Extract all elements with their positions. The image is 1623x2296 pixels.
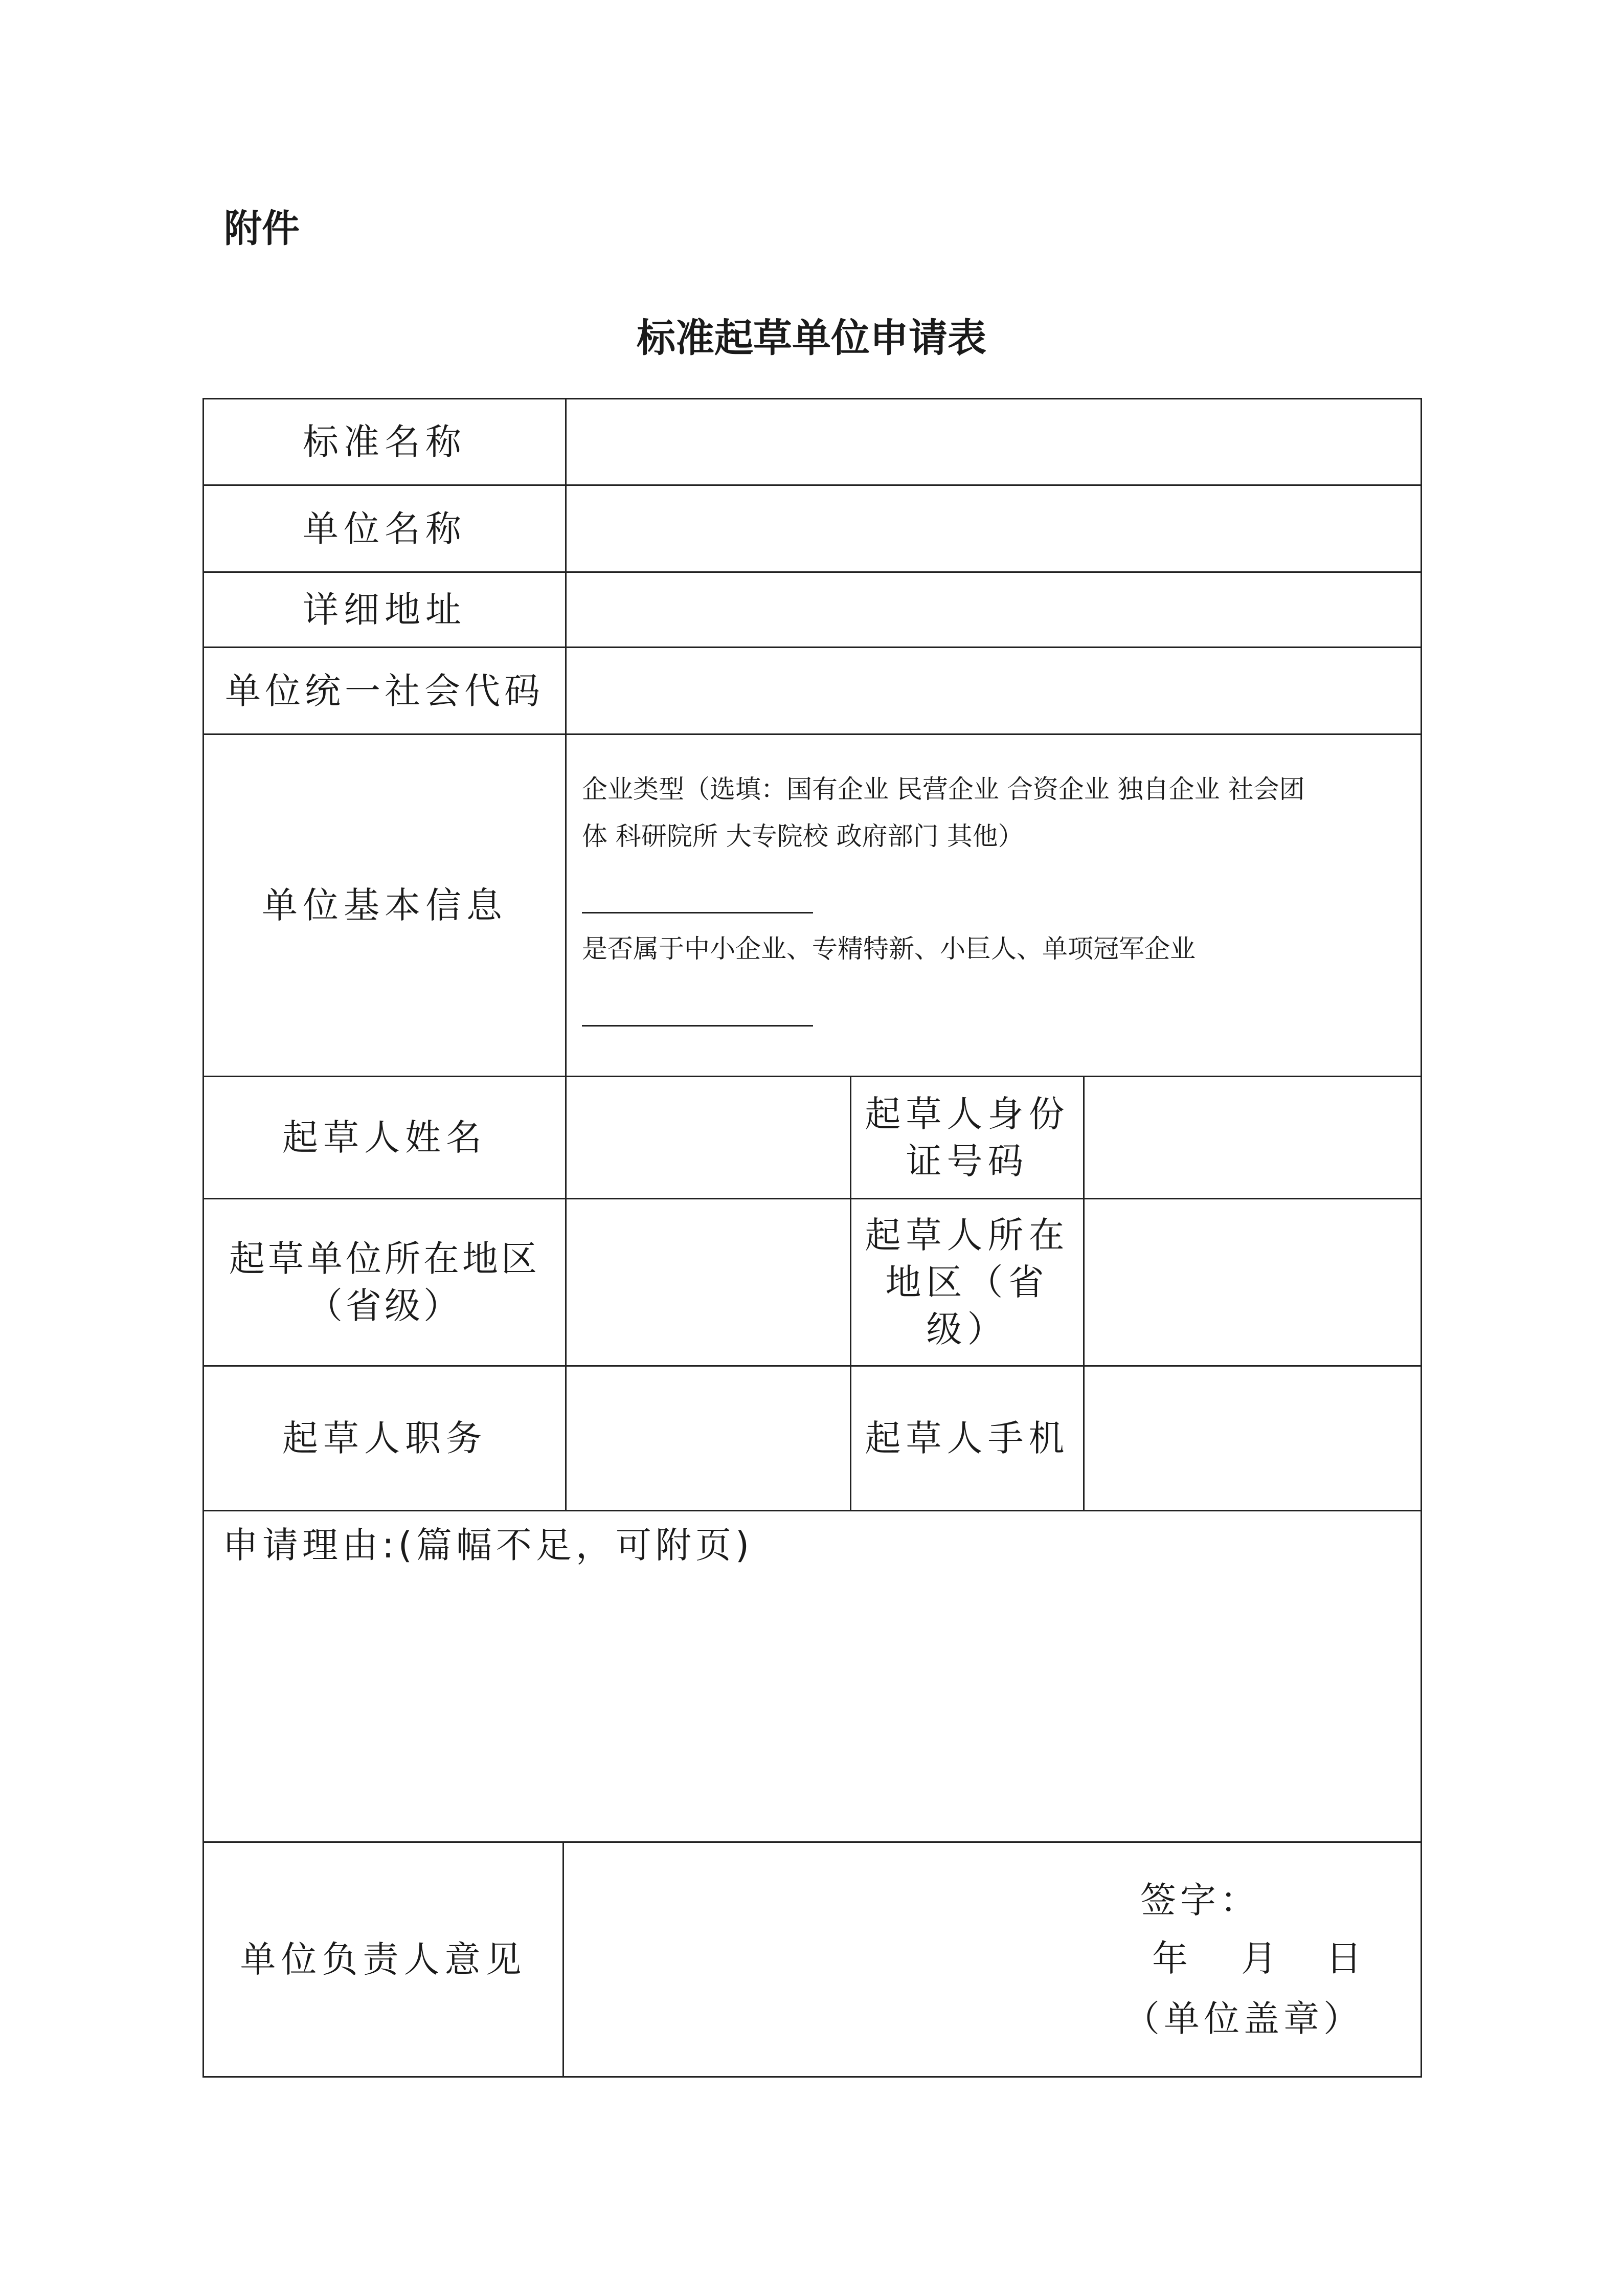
unit-name-field[interactable] bbox=[567, 486, 1421, 571]
leader-opinion-field[interactable] bbox=[564, 1843, 1421, 2076]
drafter-region-field[interactable] bbox=[1085, 1199, 1421, 1365]
standard-name-field[interactable] bbox=[567, 399, 1421, 484]
drafter-position-label: 起草人职务 bbox=[282, 1417, 487, 1459]
drafter-id-field[interactable] bbox=[1085, 1077, 1421, 1198]
unit-region-field[interactable] bbox=[567, 1199, 850, 1365]
date-month: 月 bbox=[1241, 1937, 1281, 1979]
sme-answer-blank[interactable] bbox=[582, 1025, 813, 1027]
date-year: 年 bbox=[1152, 1937, 1192, 1979]
address-label: 详细地址 bbox=[303, 589, 466, 631]
enterprise-type-text: 企业类型（选填：国有企业 民营企业 合资企业 独自企业 社会团 bbox=[582, 774, 1305, 804]
address-field[interactable] bbox=[567, 573, 1421, 647]
drafter-name-field[interactable] bbox=[567, 1077, 850, 1198]
drafter-position-field[interactable] bbox=[567, 1367, 850, 1510]
basic-info-field bbox=[567, 735, 1421, 1076]
page-title: 标准起草单位申请表 bbox=[637, 315, 986, 361]
reason-field[interactable] bbox=[204, 1511, 1421, 1841]
enterprise-type-text-cont: 体 科研院所 大专院校 政府部门 其他） bbox=[582, 821, 1024, 851]
enterprise-type-blank[interactable] bbox=[582, 912, 813, 913]
sme-question-text: 是否属于中小企业、专精特新、小巨人、单项冠军企业 bbox=[582, 934, 1196, 964]
credit-code-label: 单位统一社会代码 bbox=[225, 670, 544, 712]
signature-label: 签字： bbox=[1140, 1879, 1260, 1921]
credit-code-field[interactable] bbox=[567, 648, 1421, 733]
basic-info-label: 单位基本信息 bbox=[262, 884, 507, 926]
unit-region-label: 起草单位所在地区 （省级） bbox=[229, 1238, 540, 1327]
drafter-name-label: 起草人姓名 bbox=[282, 1117, 487, 1158]
drafter-region-label: 起草人所在 地区（省 级） bbox=[865, 1214, 1070, 1350]
standard-name-label: 标准名称 bbox=[303, 421, 466, 463]
stamp-label: （单位盖章） bbox=[1124, 1998, 1363, 2040]
table-border-bottom bbox=[202, 2076, 1422, 2078]
unit-name-label: 单位名称 bbox=[303, 507, 466, 550]
drafter-phone-label: 起草人手机 bbox=[865, 1417, 1070, 1459]
attachment-label: 附件 bbox=[224, 207, 300, 251]
drafter-phone-field[interactable] bbox=[1085, 1367, 1421, 1510]
reason-label: 申请理由:(篇幅不足，可附页) bbox=[222, 1524, 754, 1566]
table-border-right bbox=[1421, 398, 1422, 2078]
drafter-id-label: 起草人身份 证号码 bbox=[865, 1093, 1070, 1182]
leader-opinion-label: 单位负责人意见 bbox=[240, 1938, 527, 1980]
date-day: 日 bbox=[1326, 1937, 1366, 1979]
